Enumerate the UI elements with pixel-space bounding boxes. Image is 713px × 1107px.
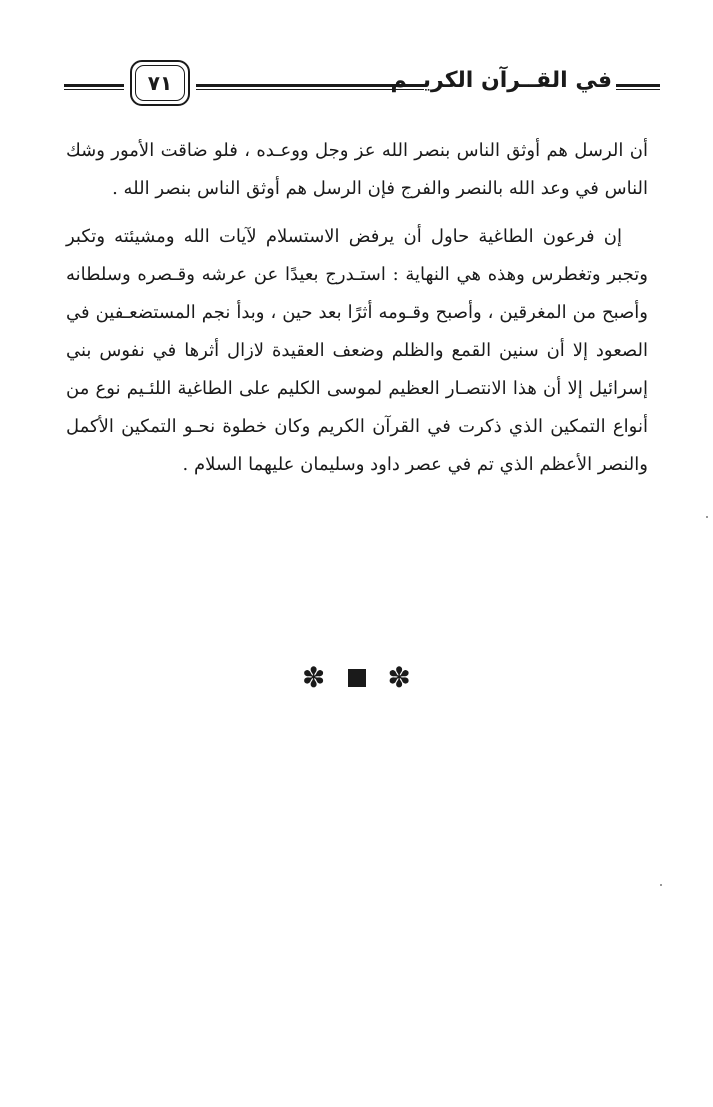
scan-speck <box>660 884 662 886</box>
header-rule-middle <box>196 84 424 90</box>
header-rule-left <box>64 84 124 90</box>
book-title: في القــرآن الكريــم <box>390 68 612 93</box>
asterisk-flower-icon: ✽ <box>302 661 326 694</box>
scan-speck <box>706 516 708 518</box>
black-square-icon <box>348 669 366 687</box>
paragraph-2: إن فرعون الطاغية حاول أن يرفض الاستسلام لآيات الله ومشيئته وتكبر وتجبر وتغطرس وهذه هي النهاية : استـدرج بعيدًا عن عرشه وقـصره وسلطانه وأصبح من المغرقين ، وأصبح وقـومه أثرًا بعد حين ، وبدأ نجم المستضعـفين في الصعود إلا أن سنين القمع والظلم وضعف العقيدة لازال أثرها في نفوس بني إسرائيل إلا أن هذا الانتصـار العظيم لموسى الكليم على الطاغية اللئـيم نوع من أنواع التمكين الذي ذكرت في القرآن الكريم وكان خطوة نحـو التمكين الأكمل والنصر الأعظم الذي تم في عصر داود وسليمان عليهما السلام . <box>66 226 648 475</box>
asterisk-flower-icon: ✽ <box>387 661 411 694</box>
page-number-badge <box>130 60 190 106</box>
paragraph-1: أن الرسل هم أوثق الناس بنصر الله عز وجل ووعـده ، فلو ضاقت الأمور وشك الناس في وعد الله بالنصر والفرج فإن الرسل هم أوثق الناس بنصر الله . <box>66 140 648 199</box>
page-header <box>0 54 713 114</box>
header-rule-right <box>616 84 660 90</box>
page-number: ٧١ <box>147 71 173 95</box>
section-end-ornament <box>0 660 713 696</box>
page-body <box>66 132 648 484</box>
